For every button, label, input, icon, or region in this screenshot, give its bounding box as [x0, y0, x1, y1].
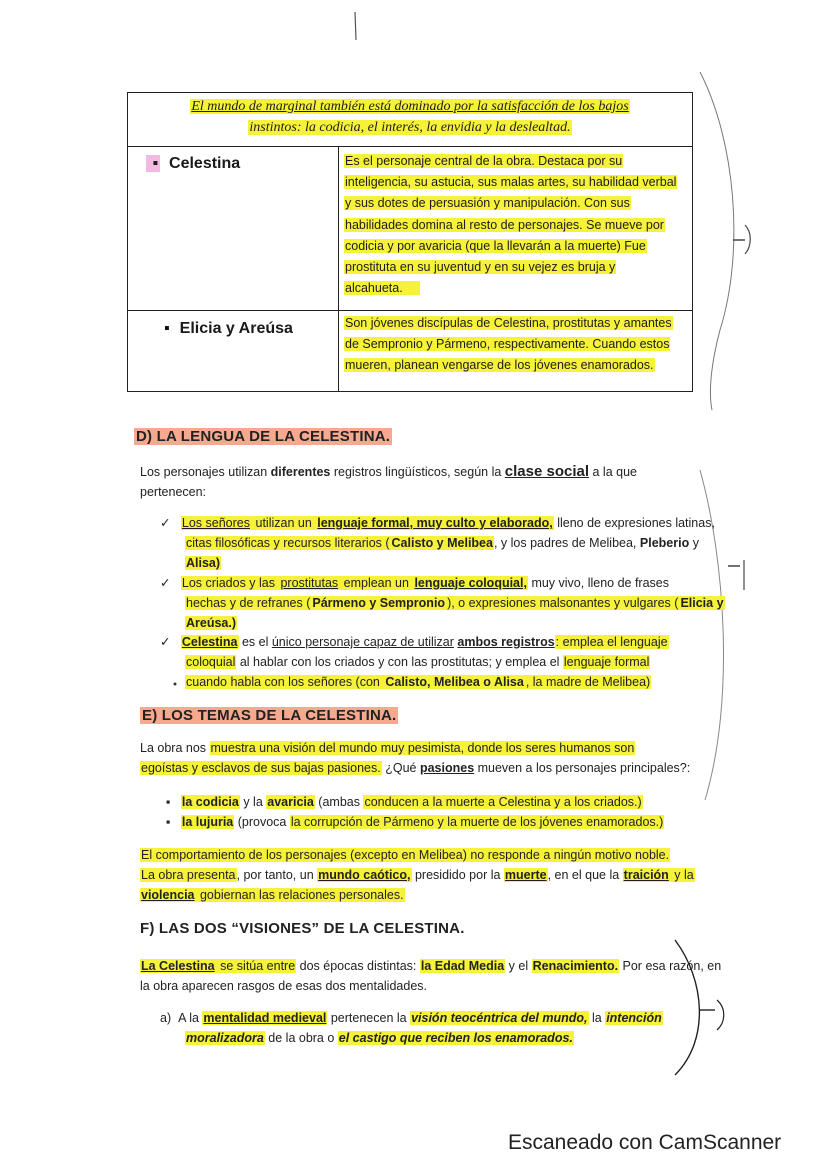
section-f-paragraph-1: La Celestina se sitúa entre dos épocas distintas: la Edad Media y el Renacimiento. Por esa razón, en la obra aparecen rasgos de esas dos mentalidades.: [140, 959, 722, 993]
section-d-item-2: ✓ Los criados y las prostitutas emplean un lenguaje coloquial, muy vivo, lleno de frases hechas y de refranes ( Pármeno y Sempronio ), o expresiones malsonantes y vulgares ( Elicia y Areúsa.): [160, 576, 724, 630]
table-header-line1: El mundo de marginal también está dominado por la satisfacción de los bajos: [191, 99, 629, 114]
section-e-paragraph-1: La obra nos muestra una visión del mundo muy pesimista, donde los seres humanos son egoístas y esclavos de sus bajas pasiones. ¿Qué pasiones mueven a los personajes principales?:: [140, 741, 691, 775]
table-header: [128, 93, 692, 147]
check-icon: ✓: [160, 576, 171, 590]
section-e-paragraph-2: El comportamiento de los personajes (excepto en Melibea) no responde a ningún motivo noble. La obra presenta, por tanto, un mundo caótico, presidido por la muerte, en el que la traición y la violencia gobiernan las relaciones personales.: [141, 848, 694, 902]
character-name-elicia-areusa: ▪ Elicia y Areúsa: [164, 320, 293, 337]
character-name-celestina: ▪ Celestina: [148, 155, 241, 172]
table-divider-vertical: [338, 147, 339, 391]
section-e-title: E) LOS TEMAS DE LA CELESTINA.: [142, 707, 397, 724]
character-desc-celestina: Es el personaje central de la obra. Destaca por su inteligencia, su astucia, sus malas artes, su habilidad verbal y sus dotes de persuasión y manipulación. Con sus habilidades domina al resto de personajes. Se mueve por codicia y por avaricia (que la llevarán a la muerte) Fue prostituta en su juventud y en su vejez es bruja y alcahueta.: [345, 154, 677, 296]
table-divider-horizontal: [128, 310, 692, 311]
section-d-item-1: ✓ Los señores utilizan un lenguaje formal, muy culto y elaborado, lleno de expresiones latinas, citas filosóficas y recursos literarios ( Calisto y Melibea, y los padres de Melibea, Pleberio y Alisa): [160, 516, 715, 570]
section-d-intro: Los personajes utilizan diferentes registros lingüísticos, según la clase social a la que pertenecen:: [140, 463, 637, 499]
table-header-line2: instintos: la codicia, el interés, la envidia y la deslealtad.: [249, 120, 571, 135]
section-f-item-a: a) A la mentalidad medieval pertenecen la visión teocéntrica del mundo, la intención moralizadora de la obra o el castigo que reciben los enamorados.: [160, 1011, 662, 1045]
bullet-icon: ▪: [166, 815, 171, 829]
section-d-title: D) LA LENGUA DE LA CELESTINA.: [136, 428, 391, 445]
characters-table: [127, 92, 693, 392]
check-icon: ✓: [160, 635, 171, 649]
check-icon: ✓: [160, 516, 171, 530]
section-d-item-3: ✓ Celestina es el único personaje capaz de utilizar ambos registros: emplea el lenguaje coloquial al hablar con los criados y con las prostitutas; y emplea el lenguaje formal cuando habla con los señores (con Calisto, Melibea o Alisa , la madre de Melibea): [160, 635, 668, 689]
bullet-icon: ▪: [166, 795, 171, 809]
character-desc-elicia-areusa: Son jóvenes discípulas de Celestina, prostitutas y amantes de Sempronio y Pármeno, respectivamente. Cuando estos mueren, planean vengarse de los jóvenes enamorados.: [345, 316, 672, 373]
camscanner-watermark: Escaneado con CamScanner: [508, 1131, 782, 1154]
section-e-bullets: ▪ la codicia y la avaricia (ambas conducen a la muerte a Celestina y a los criados.) ▪ la lujuria (provoca la corrupción de Pármeno y la muerte de los jóvenes enamorados.): [166, 795, 664, 829]
section-f-title: F) LAS DOS “VISIONES” DE LA CELESTINA.: [140, 920, 465, 937]
